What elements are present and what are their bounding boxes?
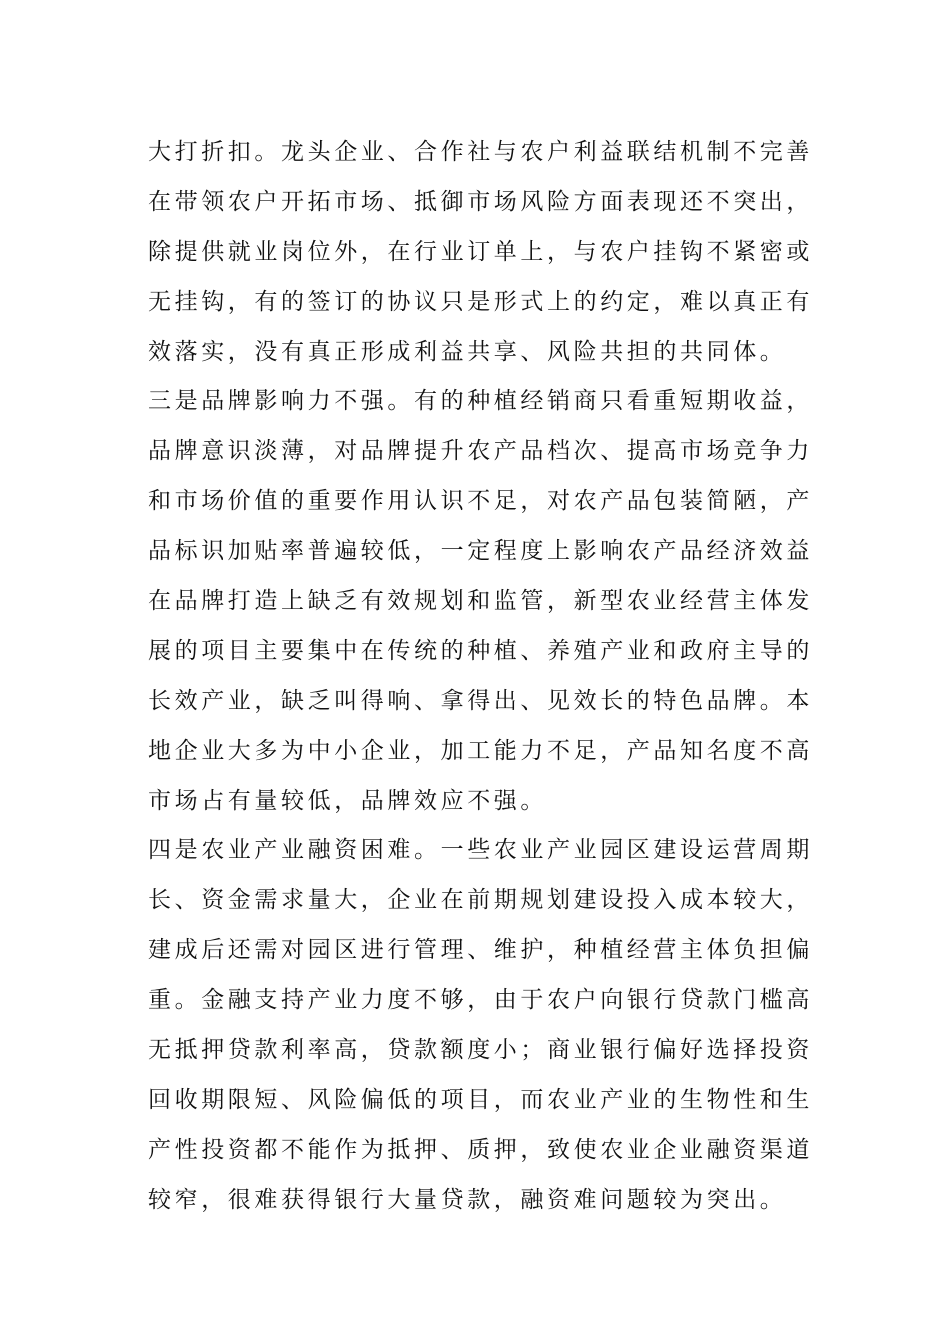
text-line: 和市场价值的重要作用认识不足，对农产品包装简陋，产 [148,488,813,515]
text-line: 品牌意识淡薄，对品牌提升农产品档次、提高市场竞争力 [148,438,813,465]
text-line: 产性投资都不能作为抵押、质押，致使农业企业融资渠道 [148,1136,813,1163]
section-heading-line: 四是农业产业融资困难。一些农业产业园区建设运营周期 [148,837,813,864]
text-line: 效落实，没有真正形成利益共享、风险共担的共同体。 [148,338,787,365]
text-line: 品标识加贴率普遍较低，一定程度上影响农产品经济效益 [148,538,813,565]
text-line: 回收期限短、风险偏低的项目，而农业产业的生物性和生 [148,1086,813,1113]
text-line: 大打折扣。龙头企业、合作社与农户利益联结机制不完善 [148,139,813,165]
text-line: 除提供就业岗位外，在行业订单上，与农户挂钩不紧密或 [148,238,813,265]
text-line: 建成后还需对园区进行管理、维护，种植经营主体负担偏 [148,937,813,964]
text-line: 在带领农户开拓市场、抵御市场风险方面表现还不突出， [148,188,813,215]
text-line: 无挂钩，有的签订的协议只是形式上的约定，难以真正有 [148,288,813,315]
section-heading-line: 三是品牌影响力不强。有的种植经销商只看重短期收益， [148,388,813,415]
body-text [148,128,813,1226]
text-line: 长效产业，缺乏叫得响、拿得出、见效长的特色品牌。本 [148,687,813,714]
text-line: 较窄，很难获得银行大量贷款，融资难问题较为突出。 [148,1186,787,1213]
text-line: 长、资金需求量大，企业在前期规划建设投入成本较大， [148,887,813,914]
text-line: 地企业大多为中小企业，加工能力不足，产品知名度不高 [148,737,813,764]
text-line: 无抵押贷款利率高，贷款额度小；商业银行偏好选择投资 [148,1037,813,1064]
text-line: 市场占有量较低，品牌效应不强。 [148,787,547,814]
text-line: 重。金融支持产业力度不够，由于农户向银行贷款门槛高 [148,987,813,1014]
text-line: 在品牌打造上缺乏有效规划和监管，新型农业经营主体发 [148,588,813,615]
text-line: 展的项目主要集中在传统的种植、养殖产业和政府主导的 [148,637,813,664]
